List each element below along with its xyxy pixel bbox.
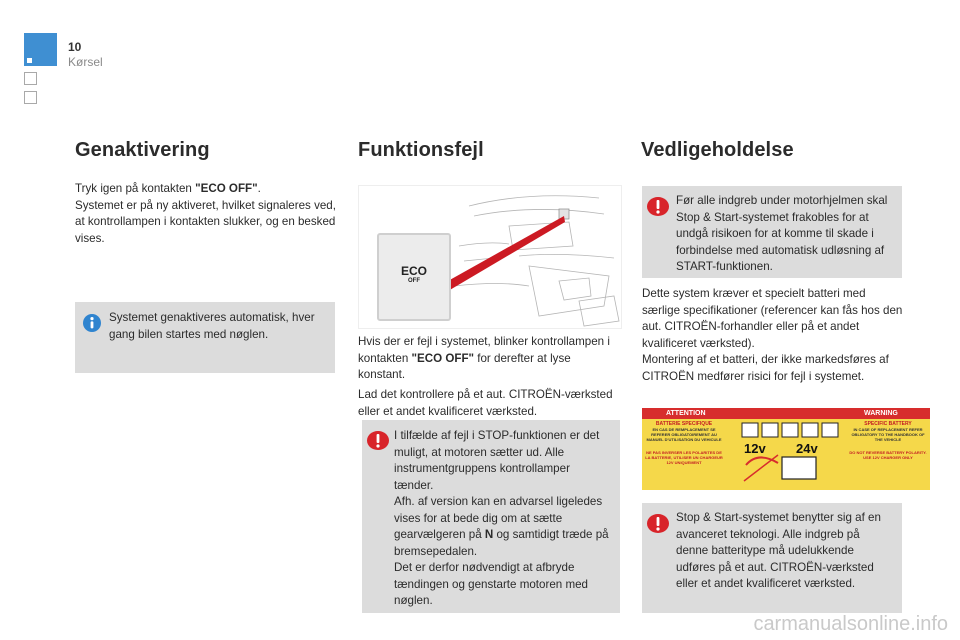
chapter-tab-empty (24, 91, 37, 104)
heading-genaktivering: Genaktivering (75, 139, 210, 161)
eco-text: ECO (400, 264, 427, 278)
bold-text: "ECO OFF" (411, 351, 475, 365)
label-left-bottom: NE PAS INVERSER LES POLARITES DE LA BATTERIE, UTILISER UN CHARGEUR 12V UNIQUEMENT (645, 450, 723, 465)
text: for derefter at lyse konstant. (358, 351, 571, 381)
info-icon (83, 314, 101, 332)
label-header (642, 408, 930, 419)
label-right-sub: IN CASE OF REPLACEMENT REFER OBLIGATORY TO THE HANDBOOK OF THE VEHICLE (851, 427, 925, 442)
text: og samtidigt træde på bremsepedalen. (394, 528, 609, 558)
text: I tilfælde af fejl i STOP-funktionen er det muligt, at motoren sætter ud. Alle instrumentgruppens kontrollamper tænder. (394, 429, 600, 492)
tab-marker (27, 58, 32, 63)
paragraph-battery (642, 286, 904, 385)
info-note (75, 302, 335, 373)
warning-note-top (642, 186, 902, 278)
label-attention: ATTENTION (666, 410, 706, 417)
label-body (642, 419, 930, 490)
label-right-bottom: DO NOT REVERSE BATTERY POLARITY. USE 12V CHARGER ONLY (849, 450, 927, 460)
text: Montering af et batteri, der ikke markedsføres af CITROËN medfører risici for fejl i systemet. (642, 353, 889, 383)
text: Systemet er på ny aktiveret, hvilket signaleres ved, at kontrollampen i kontakten slukker, og en besked vises. (75, 198, 336, 245)
text: Afh. af version kan en advarsel ligeledes vises for at bede dig om at sætte gearvælgeren på (394, 495, 603, 541)
label-left-head: BATTERIE SPECIFIQUE (655, 421, 713, 427)
label-right (848, 422, 928, 460)
paragraph-workshop: Lad det kontrollere på et aut. CITROËN-værksted eller et andet kvalificeret værksted. (358, 388, 613, 418)
text: Det er derfor nødvendigt at afbryde tændingen og genstarte motoren med nøglen. (394, 561, 588, 607)
eco-off-button (377, 233, 451, 321)
text: . (257, 182, 261, 195)
warning-icon (647, 197, 669, 216)
section-title: Kørsel (68, 55, 103, 69)
label-right-head: SPECIFIC BATTERY (864, 421, 912, 427)
label-24v: 24v (796, 441, 818, 456)
label-warning: WARNING (864, 410, 898, 417)
info-text: Systemet genaktiveres automatisk, hver gang bilen startes med nøglen. (109, 311, 315, 341)
warning-icon (367, 431, 389, 450)
bold-text: "ECO OFF" (195, 182, 258, 195)
page-number: 10 (68, 40, 82, 54)
warning-note-bottom (642, 503, 902, 613)
label-12v: 12v (744, 441, 766, 456)
text: Tryk igen på kontakten (75, 182, 196, 195)
bold-text: N (484, 528, 494, 541)
heading-vedligeholdelse: Vedligeholdelse (641, 139, 794, 161)
dashboard-illustration (358, 185, 622, 329)
chapter-tab (24, 33, 57, 66)
warning-icon (647, 514, 669, 533)
watermark: carmanualsonline.info (753, 613, 948, 635)
warning-text-top: Før alle indgreb under motorhjelmen skal Stop & Start-systemet frakobles for at undgå risikoen for at komme til skade i forbindelse med automatisk udløsning af START-funktionen. (676, 194, 888, 273)
text: Hvis der er fejl i systemet, blinker kontrollampen i kontakten (358, 335, 610, 365)
warning-note (362, 420, 620, 613)
off-text: OFF (408, 278, 420, 284)
label-left (644, 422, 724, 465)
paragraph-reactivate (75, 181, 343, 247)
label-left-sub: EN CAS DE REMPLACEMENT SE REFERER OBLIGATOIREMENT AU MANUEL D'UTILISATION DU VEHICULE (646, 427, 722, 442)
heading-funktionsfejl: Funktionsfejl (358, 139, 484, 161)
chapter-tab-empty (24, 72, 37, 85)
battery-label-image (642, 408, 930, 490)
warning-text (394, 428, 610, 610)
paragraph-fault (358, 334, 620, 384)
warning-text-bottom: Stop & Start-systemet benytter sig af en avanceret teknologi. Alle indgreb på denne batteritype må udelukkende udføres på et aut. CITROËN-værksted eller et andet kvalificeret værksted. (676, 511, 881, 590)
eco-off-label (399, 265, 429, 285)
text: Dette system kræver et specielt batteri med særlige specifikationer (referencer kan fås hos den aut. CITROËN-forhandler eller på et andet kvalificeret værksted). (642, 287, 903, 350)
label-center (738, 421, 846, 487)
